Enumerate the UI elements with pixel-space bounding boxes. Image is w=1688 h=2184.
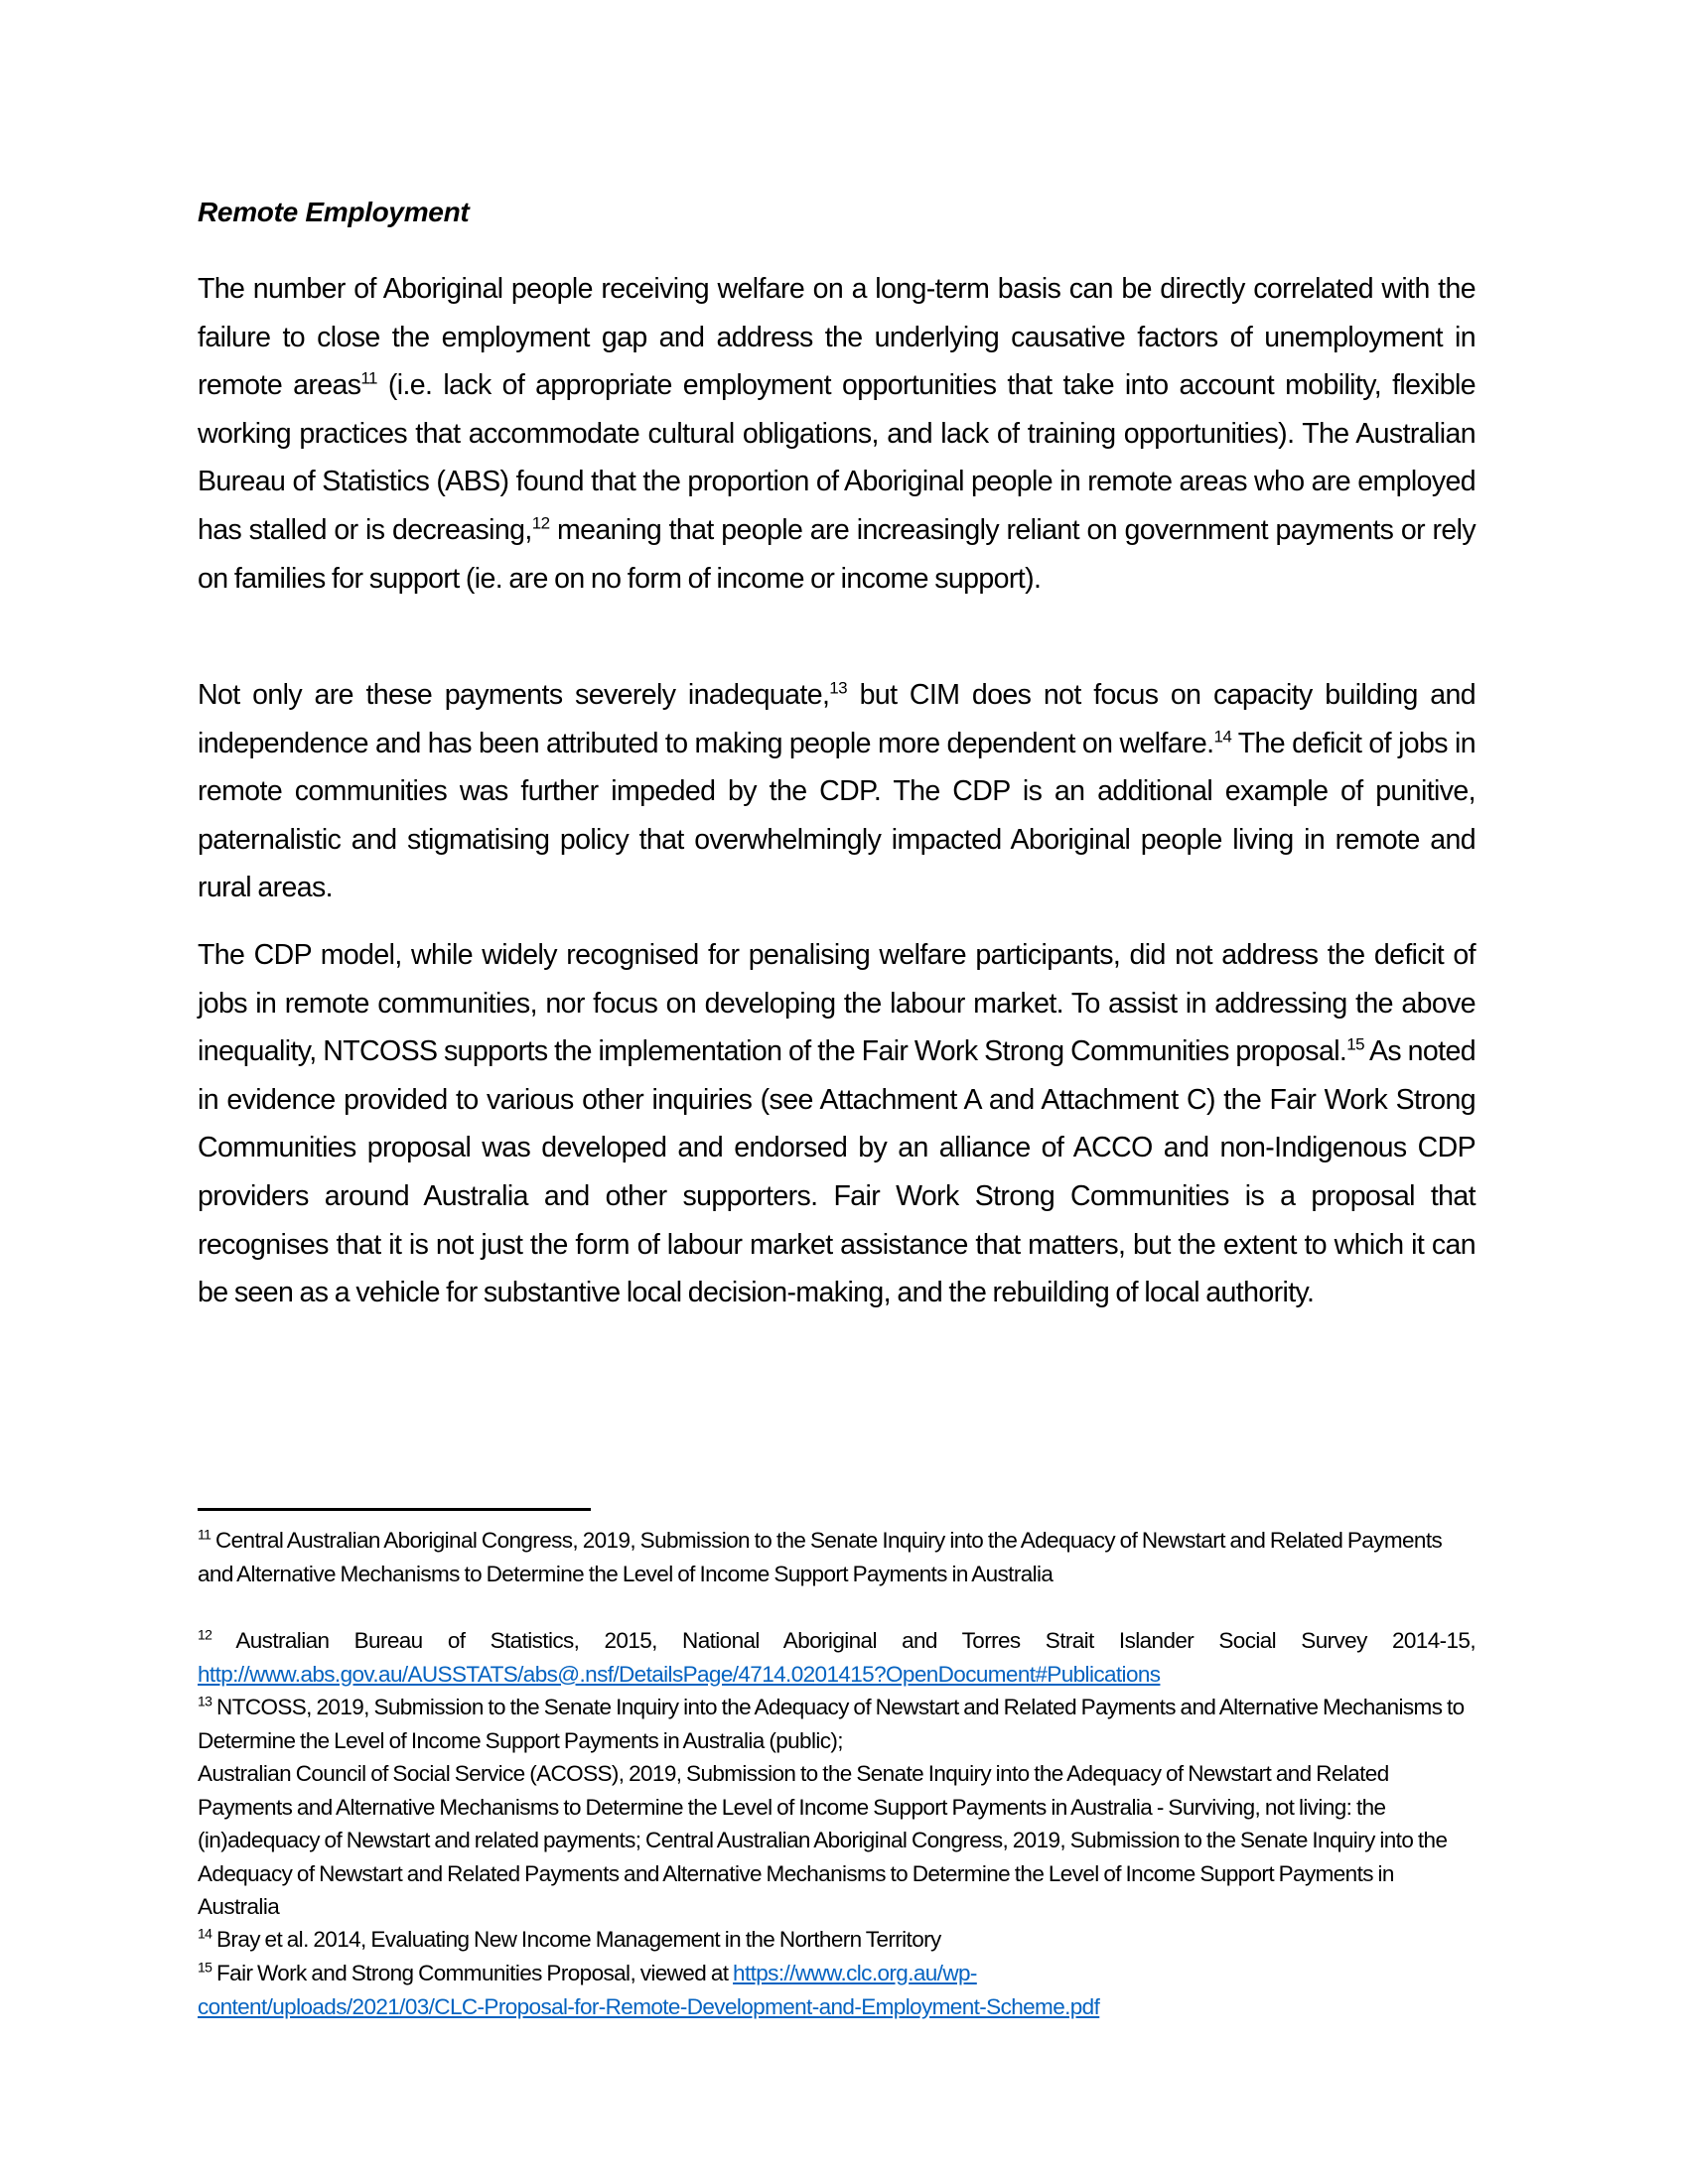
footnote-ref-12[interactable]: 12 <box>531 513 550 533</box>
footnote-14 <box>198 1923 1476 1957</box>
footnote-ref-15[interactable]: 15 <box>1346 1034 1364 1054</box>
link-part[interactable]: https://www.clc.org.au/wp- <box>733 1961 977 1985</box>
footnote-ref-13[interactable]: 13 <box>829 678 848 698</box>
paragraph-text: (i.e. lack of appropriate employment opportunities that take into account mobility, flexible working practices that accommodate cultural obligations, and lack of training opportunities). The Australian Bureau of Statistics (ABS) found that the proportion of Aboriginal people in remote areas who are employed has stalled or is decreasing, <box>198 369 1476 546</box>
paragraph-3 <box>198 931 1476 1317</box>
footnote-ref-11[interactable]: 11 <box>360 368 377 388</box>
paragraph-text: but CIM does not focus on capacity building and independence and has been attributed to making people more dependent on welfare. <box>198 679 1476 759</box>
footnote-number: 12 <box>198 1626 212 1643</box>
paragraph-text: The deficit of jobs in remote communities was further impeded by the CDP. The CDP is an additional example of punitive, paternalistic and stigmatising policy that overwhelmingly impacted Aboriginal people living in remote and rural areas. <box>198 727 1476 904</box>
footnote-13 <box>198 1691 1476 1924</box>
paragraph-text: The CDP model, while widely recognised for penalising welfare participants, did not address the deficit of jobs in remote communities, nor focus on developing the labour market. To assist in addressing the above inequality, NTCOSS supports the implementation of the Fair Work Strong Communities proposal. <box>198 939 1476 1068</box>
footnote-number: 13 <box>198 1693 212 1709</box>
footnote-15 <box>198 1957 1476 2023</box>
footnote-link-abs[interactable]: http://www.abs.gov.au/AUSSTATS/abs@.nsf/DetailsPage/4714.0201415?OpenDocument#Publications <box>198 1661 1161 1687</box>
footnote-text: Fair Work and Strong Communities Proposal, viewed at <box>211 1961 734 1985</box>
paragraph-2 <box>198 671 1476 912</box>
paragraph-text: As noted in evidence provided to various other inquiries (see Attachment A and Attachment C) the Fair Work Strong Communities proposal was developed and endorsed by an alliance of ACCO and non-Indigenous CDP providers around Australia and other supporters. Fair Work Strong Communities is a proposal that recognises that it is not just the form of labour market assistance that matters, but the extent to which it can be seen as a vehicle for substantive local decision-making, and the rebuilding of local authority. <box>198 1035 1476 1309</box>
link-part[interactable]: content/uploads/2021/03/CLC-Proposal-for-Remote-Development-and-Employment-Scheme.pdf <box>198 1993 1100 2019</box>
paragraph-text: meaning that people are increasingly reliant on government payments or rely on families for support (ie. are on no form of income or income support). <box>198 513 1477 595</box>
footnote-11 <box>198 1524 1476 1590</box>
footnote-number: 11 <box>198 1526 211 1543</box>
footnote-text: Central Australian Aboriginal Congress, 2019, Submission to the Senate Inquiry into the Adequacy of Newstart and Related Payments and Alternative Mechanisms to Determine the Level of Income Support Payments in Australia <box>198 1528 1443 1586</box>
footnote-12 <box>198 1624 1476 1691</box>
section-heading: Remote Employment <box>198 197 470 227</box>
paragraph-1 <box>198 265 1476 603</box>
paragraph-text: The number of Aboriginal people receiving welfare on a long-term basis can be directly correlated with the failure to close the employment gap and address the underlying causative factors of unemployment in remote areas <box>198 273 1476 402</box>
footnote-text: Australian Council of Social Service (ACOSS), 2019, Submission to the Senate Inquiry into the Adequacy of Newstart and Related Payments and Alternative Mechanisms to Determine the Level of Income Support Payments in Australia - Surviving, not living: the (in)adequacy of Newstart and related payments; Central Australian Aboriginal Congress, 2019, Submission to the Senate Inquiry into the Adequacy of Newstart and Related Payments and Alternative Mechanisms to Determine the Level of Income Support Payments in Australia <box>198 1761 1448 1919</box>
footnote-text: Bray et al. 2014, Evaluating New Income Management in the Northern Territory <box>211 1927 941 1952</box>
paragraph-text: Not only are these payments severely inadequate, <box>198 679 830 711</box>
footnote-separator <box>198 1508 591 1511</box>
footnote-text: NTCOSS, 2019, Submission to the Senate Inquiry into the Adequacy of Newstart and Related Payments and Alternative Mechanisms to Determine the Level of Income Support Payments in Australia (public); <box>198 1695 1465 1753</box>
footnote-number: 14 <box>198 1925 212 1942</box>
footnote-ref-14[interactable]: 14 <box>1213 727 1232 747</box>
footnote-text: Australian Bureau of Statistics, 2015, National Aboriginal and Torres Strait Islander Social Survey 2014-15, <box>211 1628 1476 1653</box>
footnote-number: 15 <box>198 1959 212 1976</box>
